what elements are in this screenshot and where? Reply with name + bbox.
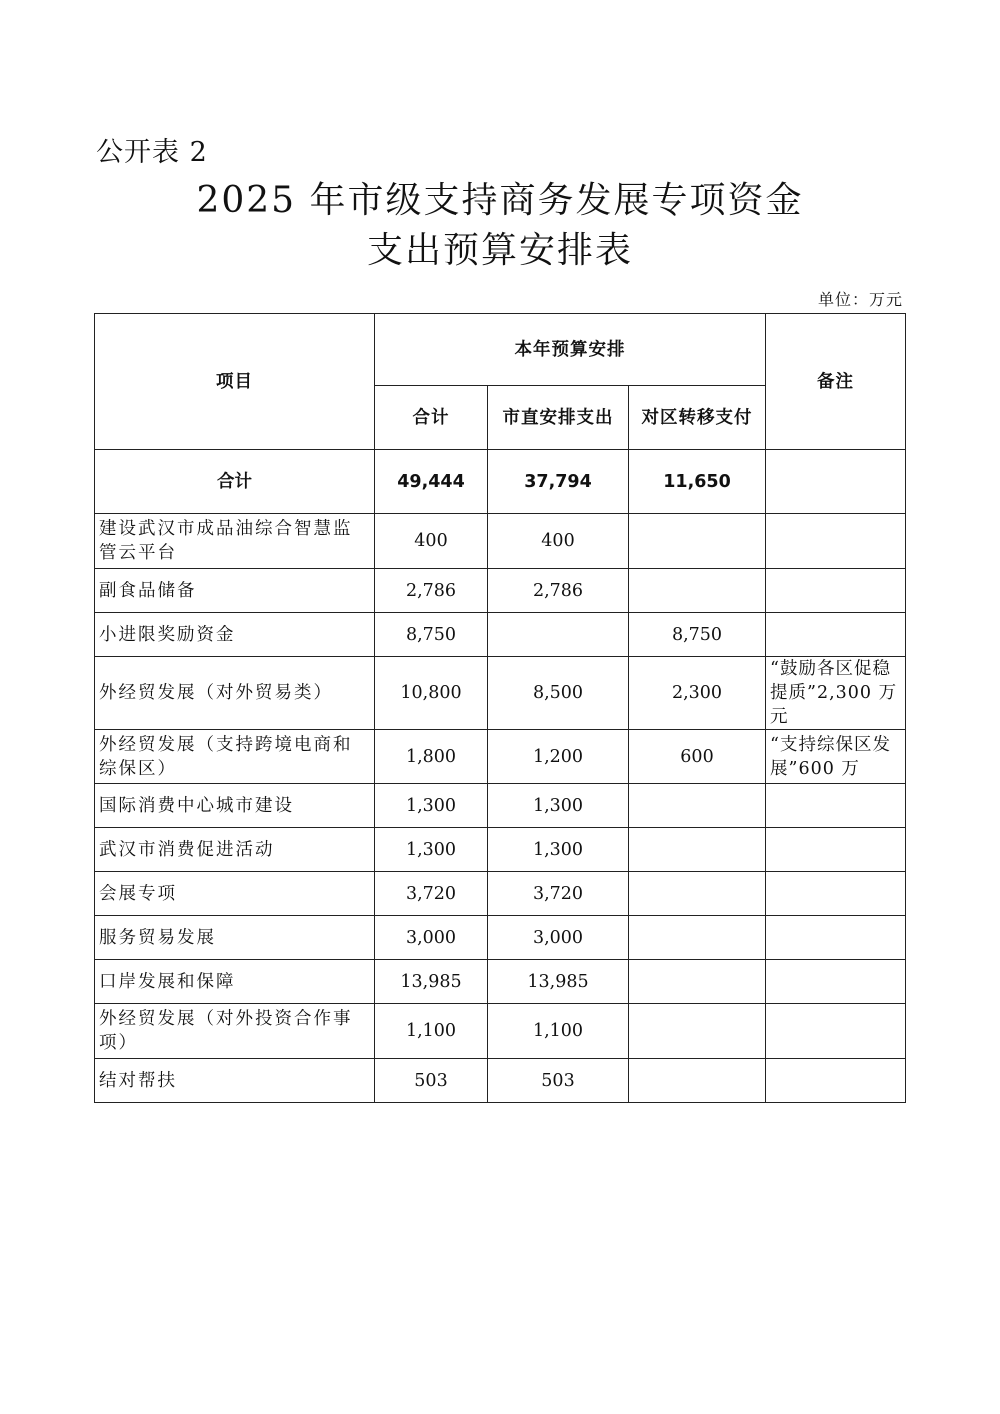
row-direct-cell: 1,200 [488, 730, 629, 784]
total-row-label: 合计 [95, 450, 375, 514]
row-item-cell: 武汉市消费促进活动 [95, 828, 375, 872]
row-total-cell: 1,300 [375, 784, 488, 828]
row-note-cell [766, 514, 906, 569]
row-transfer-cell [629, 828, 766, 872]
row-direct-cell: 1,100 [488, 1004, 629, 1059]
table-row [95, 1059, 906, 1103]
table-row [95, 828, 906, 872]
row-item-cell: 外经贸发展（对外投资合作事项） [95, 1004, 375, 1059]
document-label: 公开表 2 [96, 137, 208, 168]
table-row [95, 872, 906, 916]
header-transfer: 对区转移支付 [629, 386, 766, 450]
header-item: 项目 [95, 314, 375, 450]
row-direct-cell: 2,786 [488, 569, 629, 613]
page-title-line-2: 支出预算安排表 [366, 230, 633, 271]
row-transfer-cell [629, 514, 766, 569]
table-row [95, 514, 906, 569]
row-direct-cell: 3,000 [488, 916, 629, 960]
row-note-cell [766, 872, 906, 916]
row-transfer-cell [629, 872, 766, 916]
row-total-cell: 13,985 [375, 960, 488, 1004]
header-budget-group: 本年预算安排 [375, 314, 766, 386]
row-item-cell: 外经贸发展（支持跨境电商和综保区） [95, 730, 375, 784]
row-item-cell: 外经贸发展（对外贸易类） [95, 657, 375, 730]
total-row [95, 450, 906, 514]
row-item-cell: 口岸发展和保障 [95, 960, 375, 1004]
table-row [95, 657, 906, 730]
row-transfer-cell [629, 960, 766, 1004]
row-direct-cell: 13,985 [488, 960, 629, 1004]
row-note-cell [766, 613, 906, 657]
row-transfer-cell [629, 784, 766, 828]
row-transfer-cell: 8,750 [629, 613, 766, 657]
total-row-transfer: 11,650 [629, 450, 766, 514]
row-note-cell [766, 1059, 906, 1103]
table-row [95, 916, 906, 960]
row-item-cell: 副食品储备 [95, 569, 375, 613]
row-transfer-cell [629, 1059, 766, 1103]
row-transfer-cell [629, 1004, 766, 1059]
row-total-cell: 1,100 [375, 1004, 488, 1059]
unit-label: 单位：万元 [817, 290, 903, 309]
row-direct-cell: 8,500 [488, 657, 629, 730]
row-transfer-cell [629, 569, 766, 613]
row-total-cell: 8,750 [375, 613, 488, 657]
row-item-cell: 建设武汉市成品油综合智慧监管云平台 [95, 514, 375, 569]
row-total-cell: 10,800 [375, 657, 488, 730]
row-total-cell: 1,300 [375, 828, 488, 872]
row-note-cell [766, 828, 906, 872]
row-note-cell [766, 1004, 906, 1059]
row-note-cell: “鼓励各区促稳提质”2,300 万元 [766, 657, 906, 730]
row-total-cell: 3,720 [375, 872, 488, 916]
row-direct-cell: 1,300 [488, 828, 629, 872]
table-row [95, 960, 906, 1004]
total-row-direct: 37,794 [488, 450, 629, 514]
table-row [95, 613, 906, 657]
row-item-cell: 会展专项 [95, 872, 375, 916]
row-note-cell [766, 916, 906, 960]
total-row-total: 49,444 [375, 450, 488, 514]
header-total: 合计 [375, 386, 488, 450]
table-row [95, 569, 906, 613]
row-direct-cell: 1,300 [488, 784, 629, 828]
page-title-line-1: 2025 年市级支持商务发展专项资金 [196, 180, 804, 221]
row-direct-cell [488, 613, 629, 657]
total-row-note [766, 450, 906, 514]
header-note: 备注 [766, 314, 906, 450]
row-direct-cell: 400 [488, 514, 629, 569]
row-note-cell: “支持综保区发展”600 万 [766, 730, 906, 784]
table-row [95, 1004, 906, 1059]
table-row [95, 784, 906, 828]
row-total-cell: 3,000 [375, 916, 488, 960]
row-note-cell [766, 784, 906, 828]
row-item-cell: 结对帮扶 [95, 1059, 375, 1103]
row-direct-cell: 3,720 [488, 872, 629, 916]
row-transfer-cell [629, 916, 766, 960]
budget-table [94, 313, 906, 1103]
row-item-cell: 小进限奖励资金 [95, 613, 375, 657]
row-transfer-cell: 2,300 [629, 657, 766, 730]
row-total-cell: 400 [375, 514, 488, 569]
row-note-cell [766, 960, 906, 1004]
row-total-cell: 1,800 [375, 730, 488, 784]
row-transfer-cell: 600 [629, 730, 766, 784]
row-item-cell: 服务贸易发展 [95, 916, 375, 960]
header-direct: 市直安排支出 [488, 386, 629, 450]
row-note-cell [766, 569, 906, 613]
row-direct-cell: 503 [488, 1059, 629, 1103]
row-total-cell: 2,786 [375, 569, 488, 613]
table-row [95, 730, 906, 784]
row-item-cell: 国际消费中心城市建设 [95, 784, 375, 828]
row-total-cell: 503 [375, 1059, 488, 1103]
